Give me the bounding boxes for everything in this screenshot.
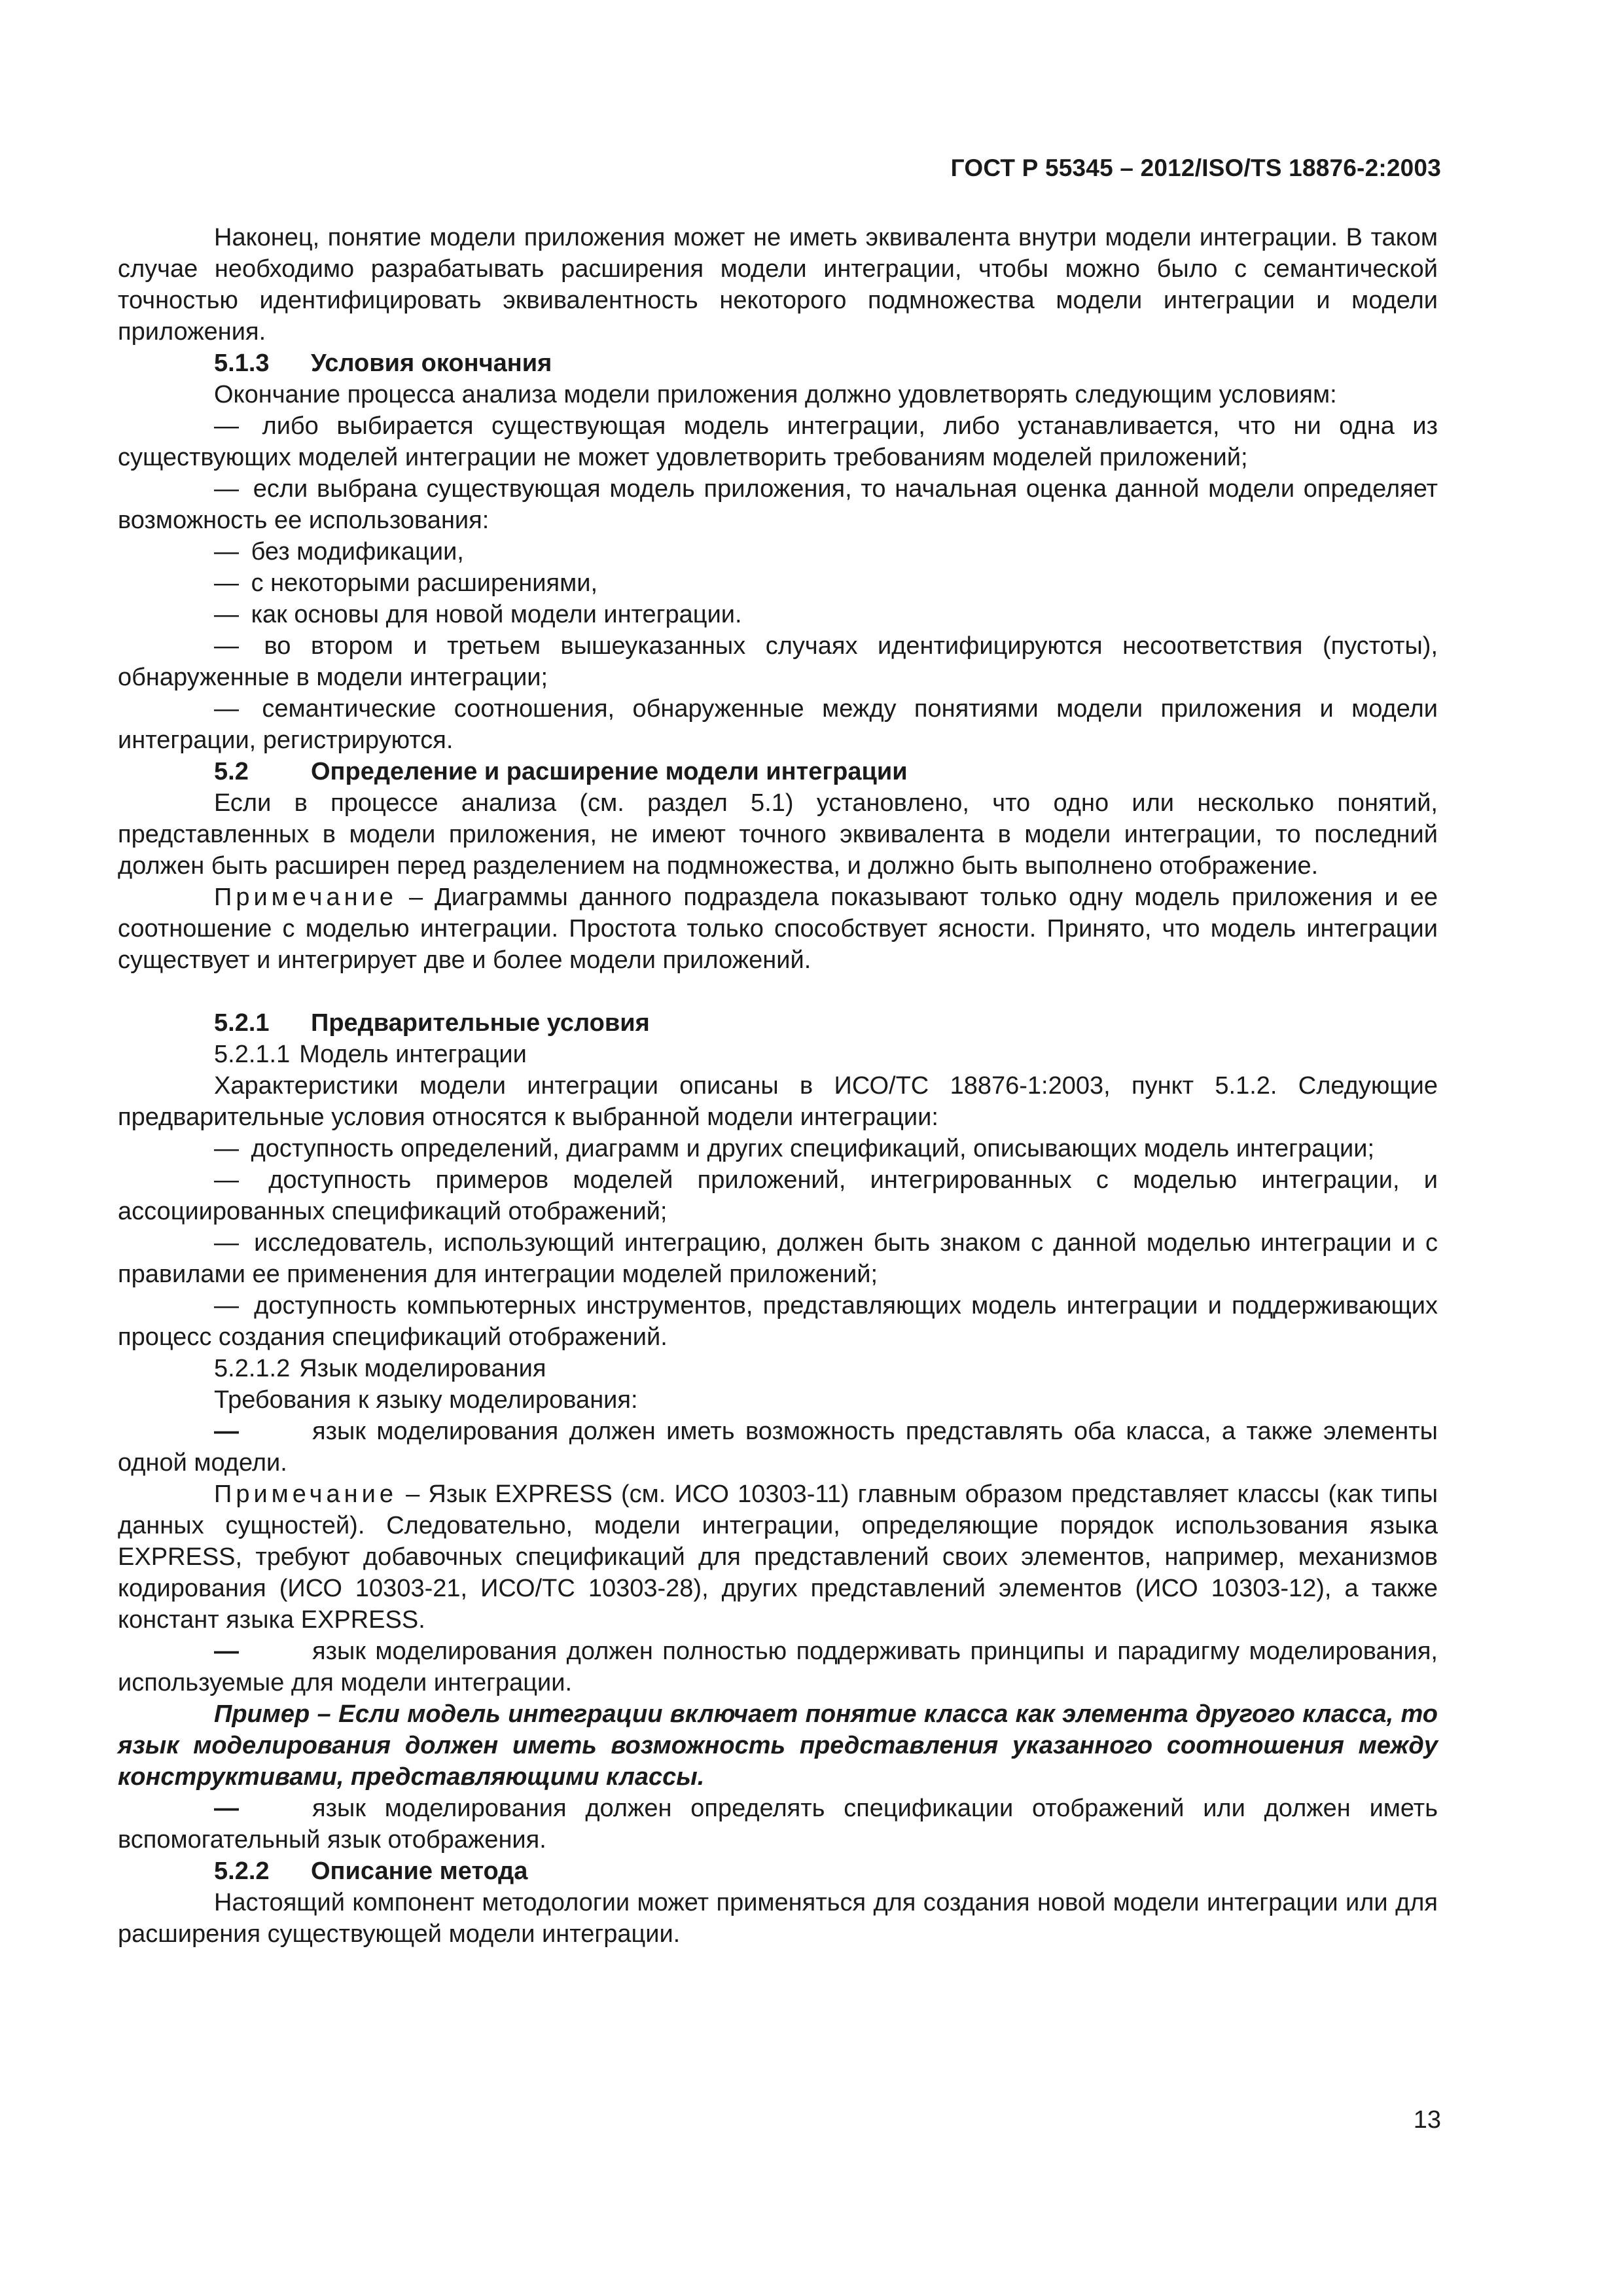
dash-marker: — — [214, 569, 239, 597]
dash-marker: — — [214, 632, 239, 660]
note-label: Примечание — [214, 884, 397, 911]
paragraph: Окончание процесса анализа модели приложения должно удовлетворять следующим условиям: — [214, 381, 1337, 408]
dash-marker: — — [214, 1135, 239, 1162]
section-number: 5.2.2 — [214, 1857, 270, 1885]
paragraph: Наконец, понятие модели приложения может не иметь эквивалента внутри модели интеграции. В таком случае необходимо разрабатывать расширения модели интеграции, чтобы можно было с семантической точностью идентифицировать эквивалентность некоторого подмножества модели интеграции и модели приложения. — [118, 224, 1438, 346]
list-item-text: если выбрана существующая модель приложения, то начальная оценка данной модели определяет возможность ее использования: — [118, 475, 1438, 534]
dash-marker: — — [214, 1418, 239, 1445]
subsection-heading-5-2-1-1 — [118, 1039, 1438, 1070]
dash-marker: — — [214, 1292, 239, 1319]
list-item-text: либо выбирается существующая модель интеграции, либо устанавливается, что ни одна из существующих моделей интеграции не может удовлетворить требованиям моделей приложений; — [118, 412, 1438, 471]
note-text: – Язык EXPRESS (см. ИСО 10303-11) главным образом представляет классы (как типы данных сущностей). Следовательно, модели интеграции, определяющие порядок использования языка EXPRESS, требуют добавочных спецификаций для представлений своих элементов, например, механизмов кодирования (ИСО 10303-21, ИСО/ТС 10303-28), других представлений элементов (ИСО 10303-12), а также констант языка EXPRESS. — [118, 1480, 1438, 1634]
list-item-text: язык моделирования должен определять спецификации отображений или должен иметь вспомогательный язык отображения. — [118, 1795, 1438, 1854]
list-item — [118, 630, 1438, 693]
list-item-text: исследователь, использующий интеграцию, должен быть знаком с данной моделью интеграции и с правилами ее применения для интеграции моделей приложений; — [118, 1229, 1438, 1288]
note-text: – Диаграммы данного подраздела показывают только одну модель приложения и ее соотношение с моделью интеграции. Простота только способствует ясности. Принято, что модель интеграции существует и интегрирует две и более модели приложений. — [118, 884, 1438, 974]
list-item-text: доступность определений, диаграмм и других спецификаций, описывающих модель интеграции; — [251, 1135, 1375, 1162]
list-item-text: доступность компьютерных инструментов, представляющих модель интеграции и поддерживающих процесс создания спецификаций отображений. — [118, 1292, 1438, 1351]
paragraph: Требования к языку моделирования: — [214, 1386, 638, 1414]
list-item-text: семантические соотношения, обнаруженные между понятиями модели приложения и модели интеграции, регистрируются. — [118, 695, 1438, 754]
dash-marker: — — [214, 412, 239, 440]
list-item — [118, 473, 1438, 536]
dash-marker: — — [214, 1638, 239, 1665]
list-item — [118, 1133, 1438, 1164]
dash-marker: — — [214, 538, 239, 565]
note — [118, 1479, 1438, 1636]
list-item — [118, 1636, 1438, 1698]
dash-marker: — — [214, 601, 239, 628]
list-item-text: язык моделирования должен полностью поддерживать принципы и парадигму моделирования, используемые для модели интеграции. — [118, 1638, 1438, 1696]
section-number: 5.2 — [214, 758, 249, 785]
list-item-text: во втором и третьем вышеуказанных случаях идентифицируются несоответствия (пустоты), обнаруженные в модели интеграции; — [118, 632, 1438, 691]
paragraph: Если в процессе анализа (см. раздел 5.1) установлено, что одно или несколько понятий, представленных в модели приложения, не имеют точного эквивалента в модели интеграции, то последний должен быть расширен перед разделением на подмножества, и должно быть выполнено отображение. — [118, 789, 1438, 880]
section-title: Определение и расширение модели интеграции — [311, 758, 908, 785]
section-title: Язык моделирования — [299, 1355, 546, 1382]
section-number: 5.2.1.1 — [214, 1041, 291, 1068]
subsection-heading-5-2-1-2 — [118, 1353, 1438, 1384]
example-paragraph: Пример – Если модель интеграции включает понятие класса как элемента другого класса, то язык моделирования должен иметь возможность представления указанного соотношения между конструктивами, представляющими классы. — [118, 1700, 1438, 1791]
spacer — [118, 976, 1438, 1007]
section-number: 5.2.1 — [214, 1009, 270, 1037]
list-item — [118, 567, 1438, 599]
section-heading-5-2 — [118, 756, 1438, 787]
paragraph: Настоящий компонент методологии может применяться для создания новой модели интеграции или для расширения существующей модели интеграции. — [118, 1889, 1438, 1948]
dash-marker: — — [214, 1166, 239, 1194]
list-item — [118, 1227, 1438, 1290]
section-title: Условия окончания — [311, 350, 552, 377]
document-body — [118, 222, 1438, 1950]
section-title: Модель интеграции — [299, 1041, 527, 1068]
section-number: 5.1.3 — [214, 350, 270, 377]
list-item — [118, 1290, 1438, 1353]
dash-marker: — — [214, 475, 239, 503]
section-number: 5.2.1.2 — [214, 1355, 291, 1382]
note — [118, 882, 1438, 976]
list-item — [118, 536, 1438, 567]
section-heading-5-2-2 — [118, 1856, 1438, 1887]
note-label: Примечание — [214, 1480, 397, 1508]
list-item — [118, 599, 1438, 630]
dash-marker: — — [214, 1229, 239, 1257]
list-item — [118, 410, 1438, 473]
section-title: Описание метода — [311, 1857, 528, 1885]
page-number: 13 — [1413, 2106, 1441, 2134]
list-item-text: язык моделирования должен иметь возможность представлять оба класса, а также элементы одной модели. — [118, 1418, 1438, 1477]
dash-marker: — — [214, 1795, 239, 1822]
paragraph: Характеристики модели интеграции описаны в ИСО/ТС 18876-1:2003, пункт 5.1.2. Следующие предварительные условия относятся к выбранной модели интеграции: — [118, 1072, 1438, 1131]
list-item — [118, 1164, 1438, 1227]
list-item-text: с некоторыми расширениями, — [251, 569, 598, 597]
section-heading-5-1-3 — [118, 348, 1438, 379]
list-item — [118, 693, 1438, 756]
section-heading-5-2-1 — [118, 1007, 1438, 1039]
document-code-header: ГОСТ Р 55345 – 2012/ISO/TS 18876-2:2003 — [950, 154, 1441, 181]
list-item-text: без модификации, — [251, 538, 464, 565]
list-item — [118, 1416, 1438, 1479]
list-item-text: как основы для новой модели интеграции. — [251, 601, 742, 628]
dash-marker: — — [214, 695, 239, 723]
list-item — [118, 1793, 1438, 1856]
list-item-text: доступность примеров моделей приложений, интегрированных с моделью интеграции, и ассоциированных спецификаций отображений; — [118, 1166, 1438, 1225]
section-title: Предварительные условия — [311, 1009, 650, 1037]
